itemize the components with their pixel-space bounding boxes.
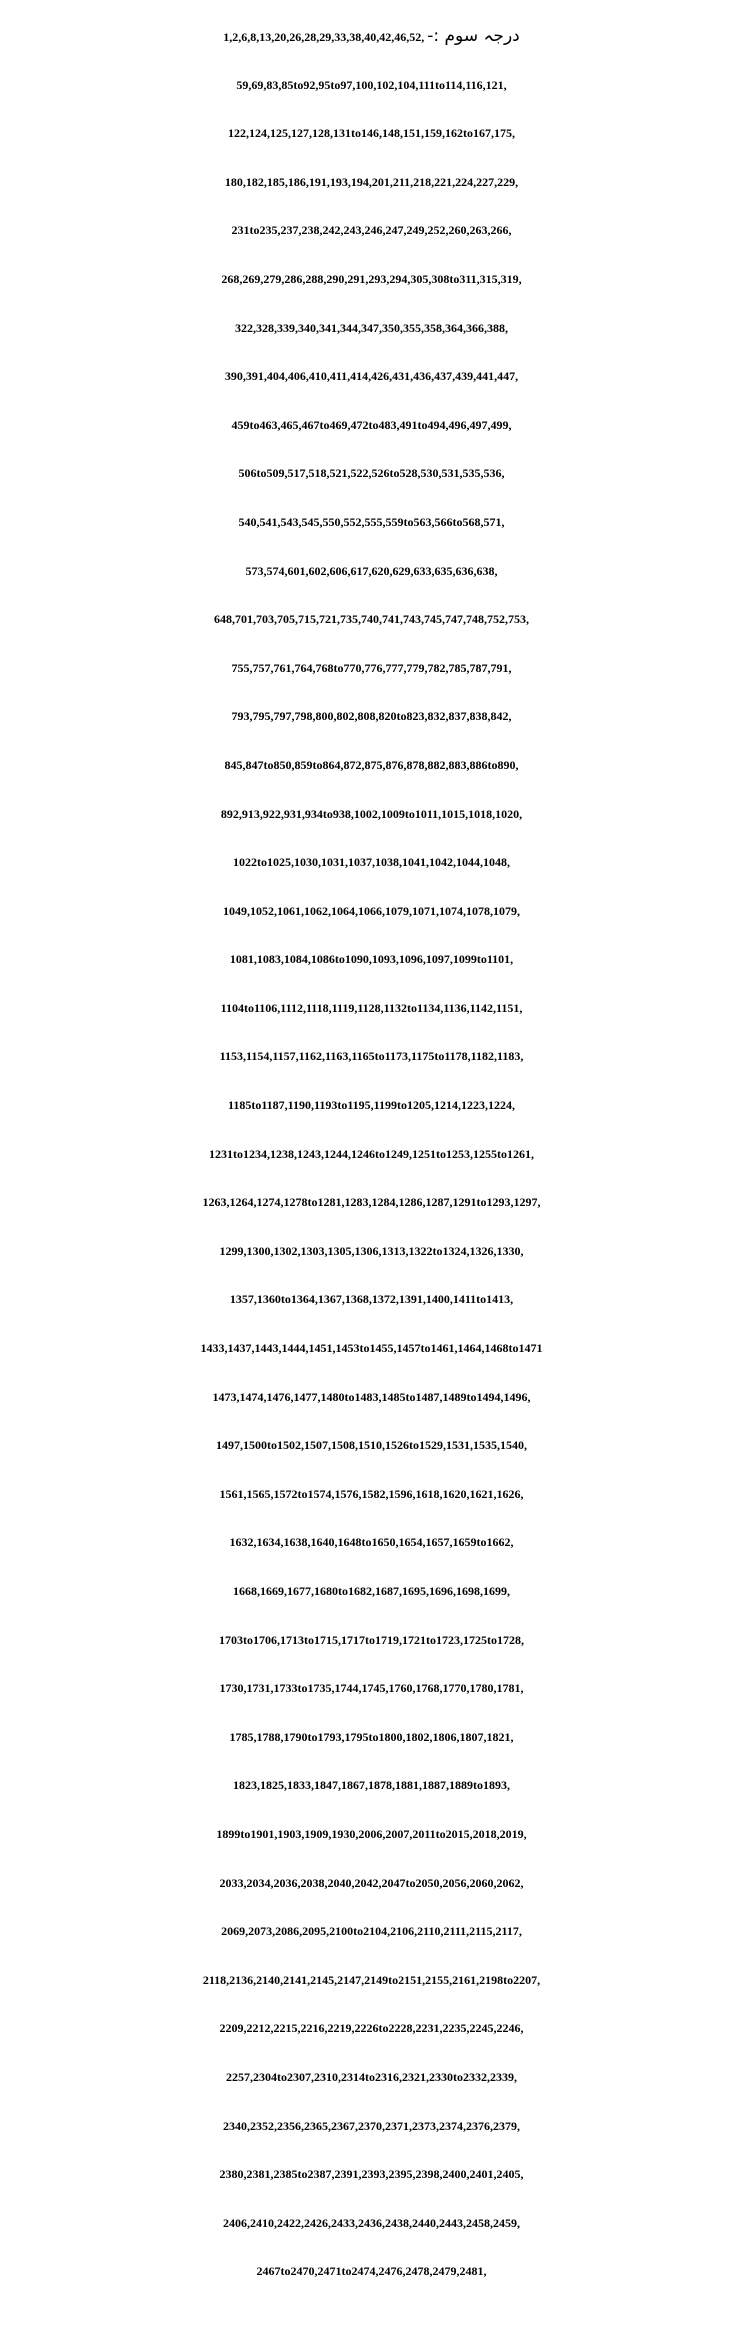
list-line: 1433,1437,1443,1444,1451,1453to1455,1457to1461,1464,1468to1471 bbox=[200, 1341, 543, 1356]
list-line: 1299,1300,1302,1303,1305,1306,1313,1322to1324,1326,1330, bbox=[219, 1243, 524, 1258]
list-line: 180,182,185,186,191,193,194,201,211,218,221,224,227,229, bbox=[224, 174, 519, 189]
list-line: 648,701,703,705,715,721,735,740,741,743,745,747,748,752,753, bbox=[214, 612, 529, 627]
list-line: 1668,1669,1677,1680to1682,1687,1695,1696,1698,1699, bbox=[233, 1584, 510, 1598]
list-line: 1703to1706,1713to1715,1717to1719,1721to1723,1725to1728, bbox=[219, 1632, 524, 1647]
list-line: 755,757,761,764,768to770,776,777,779,782,785,787,791, bbox=[231, 660, 512, 675]
list-line: 892,913,922,931,934to938,1002,1009to1011,1015,1018,1020, bbox=[220, 806, 523, 821]
list-line: 1473,1474,1476,1477,1480to1483,1485to1487,1489to1494,1496, bbox=[212, 1389, 531, 1404]
list-line: 59,69,83,85to92,95to97,100,102,104,111to114,116,121, bbox=[236, 77, 507, 92]
list-line: 390,391,404,406,410,411,414,426,431,436,437,439,441,447, bbox=[224, 369, 519, 384]
list-line: 122,124,125,127,128,131to146,148,151,159,162to167,175, bbox=[228, 126, 515, 141]
list-line: 2069,2073,2086,2095,2100to2104,2106,2110,2111,2115,2117, bbox=[221, 1924, 522, 1939]
list-line-1 bbox=[0, 12, 743, 61]
list-line: 231to235,237,238,242,243,246,247,249,252,260,263,266, bbox=[231, 223, 512, 238]
list-line: 459to463,465,467to469,472to483,491to494,496,497,499, bbox=[231, 417, 512, 432]
list-line: 1632,1634,1638,1640,1648to1650,1654,1657,1659to1662, bbox=[229, 1535, 514, 1550]
list-line: 2209,2212,2215,2216,2219,2226to2228,2231,2235,2245,2246, bbox=[219, 2021, 524, 2036]
list-line: 2033,2034,2036,2038,2040,2042,2047to2050,2056,2060,2062, bbox=[219, 1875, 524, 1890]
list-line: 2467to2470,2471to2474,2476,2478,2479,2481, bbox=[256, 2264, 487, 2279]
list-line: 1049,1052,1061,1062,1064,1066,1079,1071,1074,1078,1079, bbox=[223, 903, 520, 918]
list-line: 1104to1106,1112,1118,1119,1128,1132to1134,1136,1142,1151, bbox=[220, 1000, 523, 1015]
list-line: 268,269,279,286,288,290,291,293,294,305,308to311,315,319, bbox=[221, 271, 522, 286]
list-line: 322,328,339,340,341,344,347,350,355,358,364,366,388, bbox=[235, 320, 508, 335]
list-line: 2340,2352,2356,2365,2367,2370,2371,2373,2374,2376,2379, bbox=[223, 2118, 520, 2133]
list-line: 2380,2381,2385to2387,2391,2393,2395,2398,2400,2401,2405, bbox=[219, 2167, 524, 2182]
list-line: 540,541,543,545,550,552,555,559to563,566to568,571, bbox=[238, 514, 505, 529]
list-line: 1561,1565,1572to1574,1576,1582,1596,1618,1620,1621,1626, bbox=[219, 1486, 524, 1501]
list-line: 1497,1500to1502,1507,1508,1510,1526to1529,1531,1535,1540, bbox=[216, 1438, 527, 1453]
list-line: 1823,1825,1833,1847,1867,1878,1881,1887,1889to1893, bbox=[233, 1778, 510, 1793]
list-line: 1357,1360to1364,1367,1368,1372,1391,1400,1411to1413, bbox=[229, 1292, 514, 1307]
list-line: 1153,1154,1157,1162,1163,1165to1173,1175to1178,1182,1183, bbox=[219, 1049, 524, 1064]
list-line: 1899to1901,1903,1909,1930,2006,2007,2011to2015,2018,2019, bbox=[216, 1826, 527, 1841]
section-label: درجہ سوم :- bbox=[427, 26, 520, 46]
list-line: 1022to1025,1030,1031,1037,1038,1041,1042,1044,1048, bbox=[233, 855, 510, 870]
list-line: 506to509,517,518,521,522,526to528,530,531,535,536, bbox=[238, 466, 505, 481]
list-line: 1730,1731,1733to1735,1744,1745,1760,1768,1770,1780,1781, bbox=[219, 1681, 524, 1696]
list-line: 1785,1788,1790to1793,1795to1800,1802,1806,1807,1821, bbox=[229, 1729, 514, 1744]
list-line: 793,795,797,798,800,802,808,820to823,832,837,838,842, bbox=[231, 709, 512, 724]
list-line: 1081,1083,1084,1086to1090,1093,1096,1097,1099to1101, bbox=[229, 952, 514, 967]
list-line-text: 1,2,6,8,13,20,26,28,29,33,38,40,42,46,52, bbox=[223, 30, 425, 44]
list-line: 1185to1187,1190,1193to1195,1199to1205,1214,1223,1224, bbox=[227, 1098, 515, 1113]
list-line: 1263,1264,1274,1278to1281,1283,1284,1286,1287,1291to1293,1297, bbox=[202, 1195, 541, 1210]
number-list bbox=[0, 12, 743, 2296]
list-line: 2406,2410,2422,2426,2433,2436,2438,2440,2443,2458,2459, bbox=[223, 2215, 520, 2230]
list-line: 573,574,601,602,606,617,620,629,633,635,636,638, bbox=[245, 563, 498, 578]
list-line: 2257,2304to2307,2310,2314to2316,2321,2330to2332,2339, bbox=[226, 2069, 517, 2084]
list-line: 2118,2136,2140,2141,2145,2147,2149to2151,2155,2161,2198to2207, bbox=[202, 1972, 541, 1987]
list-line: 845,847to850,859to864,872,875,876,878,882,883,886to890, bbox=[224, 757, 519, 772]
list-line: 1231to1234,1238,1243,1244,1246to1249,1251to1253,1255to1261, bbox=[209, 1146, 534, 1161]
